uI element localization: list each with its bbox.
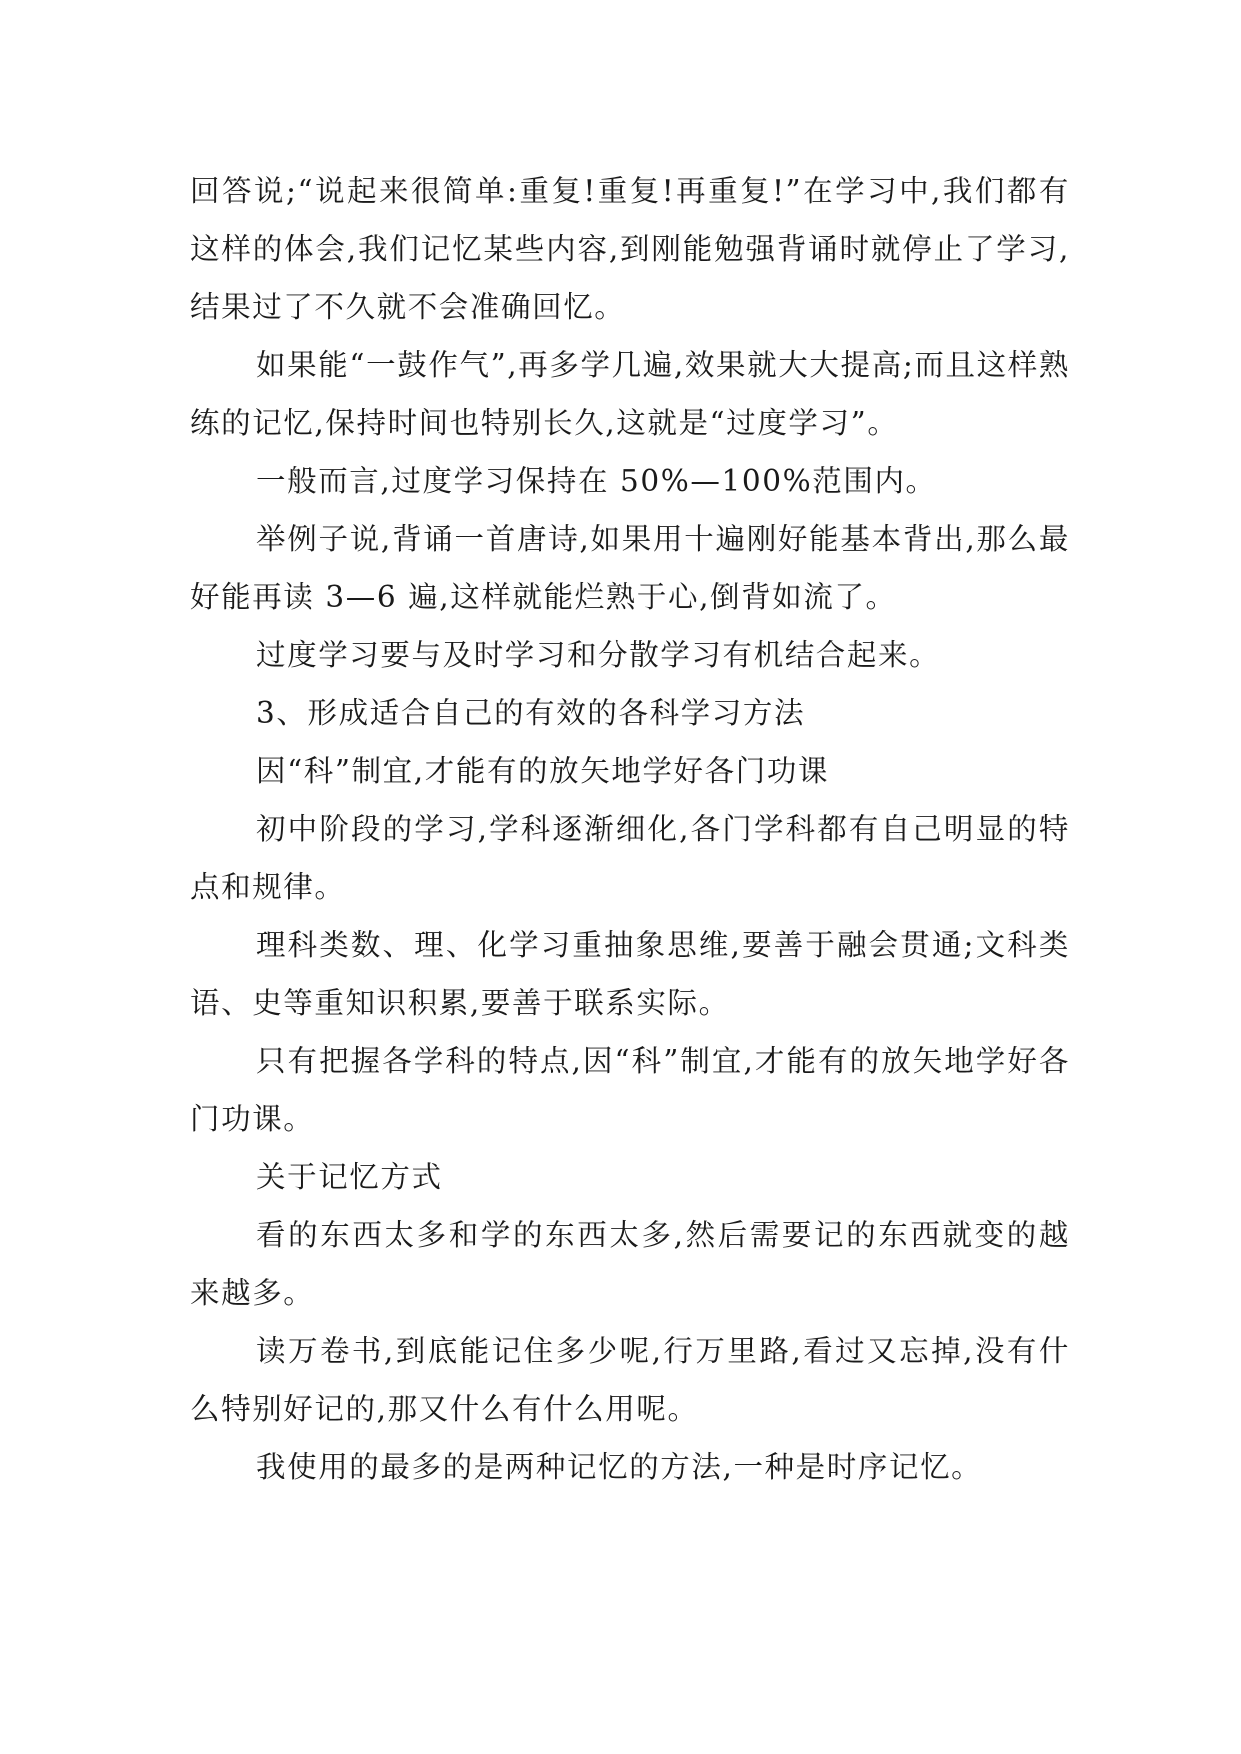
paragraph-3: 一般而言,过度学习保持在 50%—100%范围内。 <box>256 464 937 498</box>
paragraph-10: 只有把握各学科的特点,因“科”制宜,才能有的放矢地学好各门功课。 <box>190 1044 1070 1136</box>
section-heading: 3、形成适合自己的有效的各科学习方法 <box>256 696 806 730</box>
document-body <box>190 162 1070 1496</box>
paragraph-13: 读万卷书,到底能记住多少呢,行万里路,看过又忘掉,没有什么特别好记的,那又什么有什么用呢。 <box>190 1334 1070 1426</box>
paragraph-12: 看的东西太多和学的东西太多,然后需要记的东西就变的越来越多。 <box>190 1218 1070 1310</box>
paragraph-14: 我使用的最多的是两种记忆的方法,一种是时序记忆。 <box>256 1450 983 1484</box>
paragraph-4: 举例子说,背诵一首唐诗,如果用十遍刚好能基本背出,那么最好能再读 3—6 遍,这样就能烂熟于心,倒背如流了。 <box>190 522 1070 614</box>
paragraph-9: 理科类数、理、化学习重抽象思维,要善于融会贯通;文科类语、史等重知识积累,要善于联系实际。 <box>190 928 1070 1020</box>
subheading-memory: 关于记忆方式 <box>256 1160 443 1194</box>
paragraph-8: 初中阶段的学习,学科逐渐细化,各门学科都有自己明显的特点和规律。 <box>190 812 1070 904</box>
paragraph-1: 回答说;“说起来很简单:重复!重复!再重复!”在学习中,我们都有这样的体会,我们记忆某些内容,到刚能勉强背诵时就停止了学习,结果过了不久就不会准确回忆。 <box>190 174 1070 324</box>
paragraph-2: 如果能“一鼓作气”,再多学几遍,效果就大大提高;而且这样熟练的记忆,保持时间也特别长久,这就是“过度学习”。 <box>190 348 1070 440</box>
paragraph-7: 因“科”制宜,才能有的放矢地学好各门功课 <box>256 754 830 788</box>
paragraph-5: 过度学习要与及时学习和分散学习有机结合起来。 <box>256 638 941 672</box>
